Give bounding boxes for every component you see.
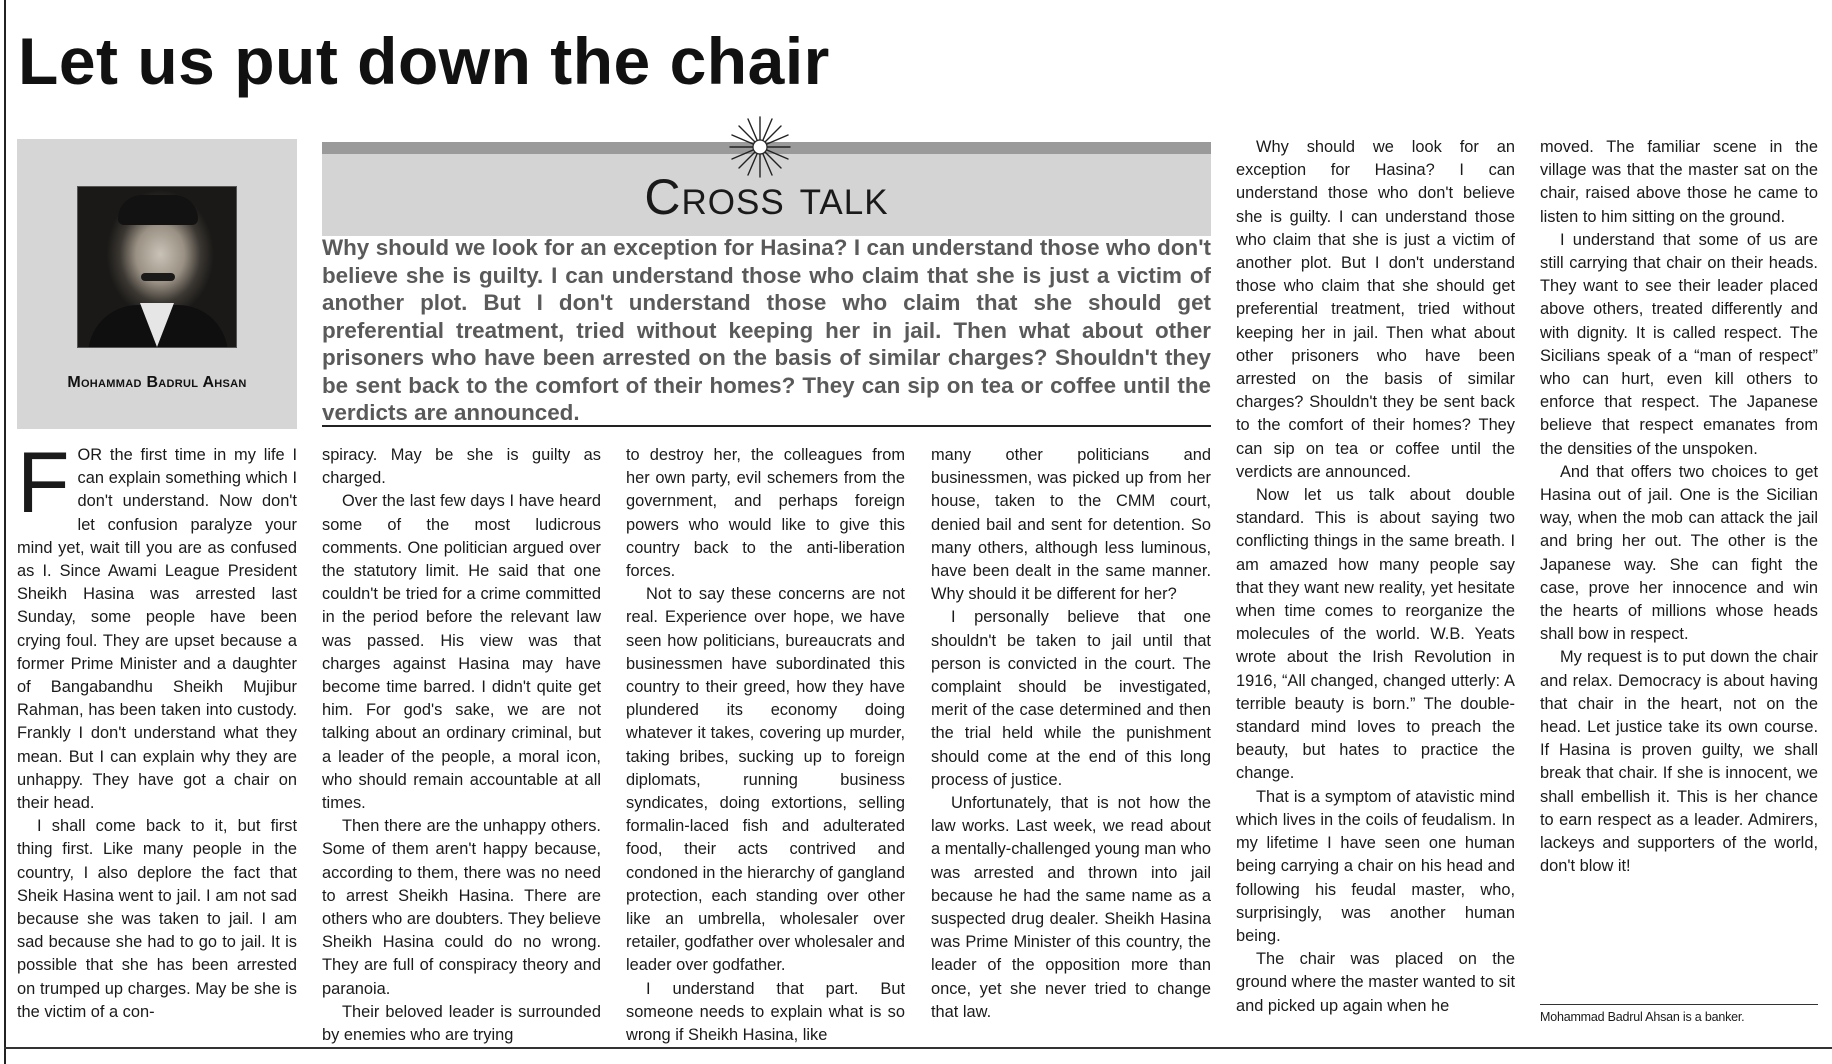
author-footnote: Mohammad Badrul Ahsan is a banker. bbox=[1540, 1010, 1745, 1024]
paragraph: moved. The familiar scene in the village was that the master sat on the chair, raised above those he came to listen to him sitting on the ground. bbox=[1540, 138, 1818, 226]
paragraph: That is a symptom of atavistic mind which lives in the coils of feudalism. In my lifetime I have seen one human being carrying a chair on his head and following his feudal master, who, surprisingly, was another human being. bbox=[1236, 787, 1515, 945]
pullquote: Why should we look for an exception for Hasina? I can understand those who don't believe she is guilty. I can understand those who claim that she is just a victim of another plot. But I don't understand those who claim that she should get preferential treatment, tried without keeping her in jail. Then what about other prisoners who have been arrested on the basis of similar charges? Shouldn't they be sent back to the comfort of their homes? They can sip on tea or coffee until the verdicts are announced. bbox=[322, 235, 1211, 425]
paragraph: I understand that part. But someone needs to explain what is so wrong if Sheikh Hasina, like bbox=[626, 979, 905, 1045]
paragraph: many other politicians and businessmen, was picked up from her house, taken to the CMM court, denied bail and sent for detention. So many others, although less luminous, have been dealt in the same manner. Why should it be different for her? bbox=[931, 446, 1211, 604]
paragraph: Not to say these concerns are not real. Experience over hope, we have seen how politicians, bureaucrats and businessmen have subordinated this country to their greed, how they have plundered its economy doing whatever it takes, covering up murder, taking bribes, sucking up to foreign diplomats, running business syndicates, doing extortions, selling formalin-laced fish and adulterated food, their acts contrived and condoned in the hierarchy of gangland protection, each standing over other like an umbrella, wholesaler over retailer, godfather over wholesaler and leader over godfather. bbox=[626, 585, 905, 975]
drop-cap: F bbox=[17, 435, 70, 531]
bottom-rule bbox=[4, 1047, 1832, 1049]
paragraph: The chair was placed on the ground where the master wanted to sit and picked up again when he bbox=[1236, 950, 1515, 1015]
article-column-4 bbox=[931, 444, 1211, 1024]
article-column-2 bbox=[322, 444, 601, 1047]
paragraph: Unfortunately, that is not how the law works. Last week, we read about a mentally-challenged young man who was arrested and thrown into jail because he had the same name as a suspected drug dealer. Sheikh Hasina was Prime Minister of this country, the leader of the opposition more than once, yet she never tried to change that law. bbox=[931, 794, 1211, 1021]
footnote-rule bbox=[1540, 1004, 1818, 1005]
article-column-3 bbox=[626, 444, 905, 1047]
paragraph: I shall come back to it, but first thing first. Like many people in the country, I also deplore the fact that Sheik Hasina went to jail. I am not sad because she was taken to jail. I am sad because she had to go to jail. It is possible that she has been arrested on trumped up charges. May be she is the victim of a con- bbox=[17, 817, 297, 1021]
paragraph: I understand that some of us are still carrying that chair on their heads. They want to see their leader placed above others, treated differently and with dignity. It is called respect. The Sicilians speak of a “man of respect” who can hurt, even kill others to enforce that respect. The Japanese believe that respect emanates from the densities of the unspoken. bbox=[1540, 230, 1818, 458]
paragraph: to destroy her, the colleagues from her own party, evil schemers from the government, and perhaps foreign powers who would like to give this country back to the anti-liberation forces. bbox=[626, 446, 905, 581]
author-box bbox=[17, 139, 297, 429]
paragraph: Their beloved leader is surrounded by enemies who are trying bbox=[322, 1002, 601, 1045]
paragraph: Now let us talk about double standard. This is about saying two conflicting things in the same breath. I am amazed how many people say that they want new reality, yet hesitate when time comes to reorganize the molecules of the world. W.B. Yeats wrote about the Irish Revolution in 1916, “All changed, changed utterly: A terrible beauty is born.” The double-standard mind loves to preach the beauty, but hates to practice the change. bbox=[1236, 486, 1515, 783]
left-border-rule bbox=[4, 0, 6, 1064]
paragraph: Then there are the unhappy others. Some of them aren't happy because, according to them, there was no need to arrest Sheikh Hasina. There are others who are doubters. They believe Sheikh Hasina could do no wrong. They are full of conspiracy theory and paranoia. bbox=[322, 817, 601, 998]
paragraph: Over the last few days I have heard some of the most ludicrous comments. One politician argued over the statutory limit. He said that one couldn't be tried for a crime committed in the period before the relevant law was passed. His view was that charges against Hasina may have become time barred. I didn't quite get him. For god's sake, we are not talking about an ordinary criminal, but a leader of the people, a moral icon, who should remain accountable at all times. bbox=[322, 492, 601, 813]
article-column-1 bbox=[17, 435, 297, 1024]
paragraph: I personally believe that one shouldn't be taken to jail until that person is convicted in the court. The complaint should be investigated, merit of the case determined and then the trial held while the punishment should come at the end of this long process of justice. bbox=[931, 608, 1211, 789]
author-photo bbox=[77, 186, 237, 348]
pullquote-rule bbox=[322, 425, 1211, 427]
article-column-5 bbox=[1236, 136, 1515, 1018]
article-column-6 bbox=[1540, 136, 1818, 879]
paragraph: spiracy. May be she is guilty as charged. bbox=[322, 446, 601, 488]
author-name: Mohammad Badrul Ahsan bbox=[67, 374, 247, 391]
headline: Let us put down the chair bbox=[18, 24, 830, 98]
column-name: Cross talk bbox=[644, 169, 889, 225]
starburst-icon bbox=[728, 115, 792, 179]
paragraph: My request is to put down the chair and relax. Democracy is about having that chair in the heart, not on the head. Let justice take its own course. If Hasina is proven guilty, we shall break that chair. If she is innocent, we shall embellish it. This is her chance to earn respect as a leader. Admirers, lackeys and supporters of the world, don't blow it! bbox=[1540, 648, 1818, 876]
paragraph: Why should we look for an exception for Hasina? I can understand those who don't believe she is guilty. I can understand those who claim that she is just a victim of another plot. But I don't understand those who claim that she should get preferential treatment, tried without keeping her in jail. Then what about other prisoners who have been arrested on the basis of similar charges? Shouldn't they be sent back to the comfort of their homes? They can sip on tea or coffee until the verdicts are announced. bbox=[1236, 138, 1515, 481]
paragraph: And that offers two choices to get Hasina out of jail. One is the Sicilian way, when the mob can attack the jail and bring her out. The other is the Japanese way. She can fight the case, prove her innocence and win the hearts of millions whose heads shall bow in respect. bbox=[1540, 462, 1818, 644]
paragraph: FOR the first time in my life I can explain something which I don't understand. Now don't let confusion paralyze your mind yet, wait till you are as confused as I. Since Awami League President Sheikh Hasina was arrested last Sunday, some people have been crying foul. They are upset because a former Prime Minister and a daughter of Bangabandhu Sheikh Mujibur Rahman, has been taken into custody. Frankly I don't understand what they mean. But I can explain why they are unhappy. They have got a chair on their head. bbox=[17, 435, 297, 813]
